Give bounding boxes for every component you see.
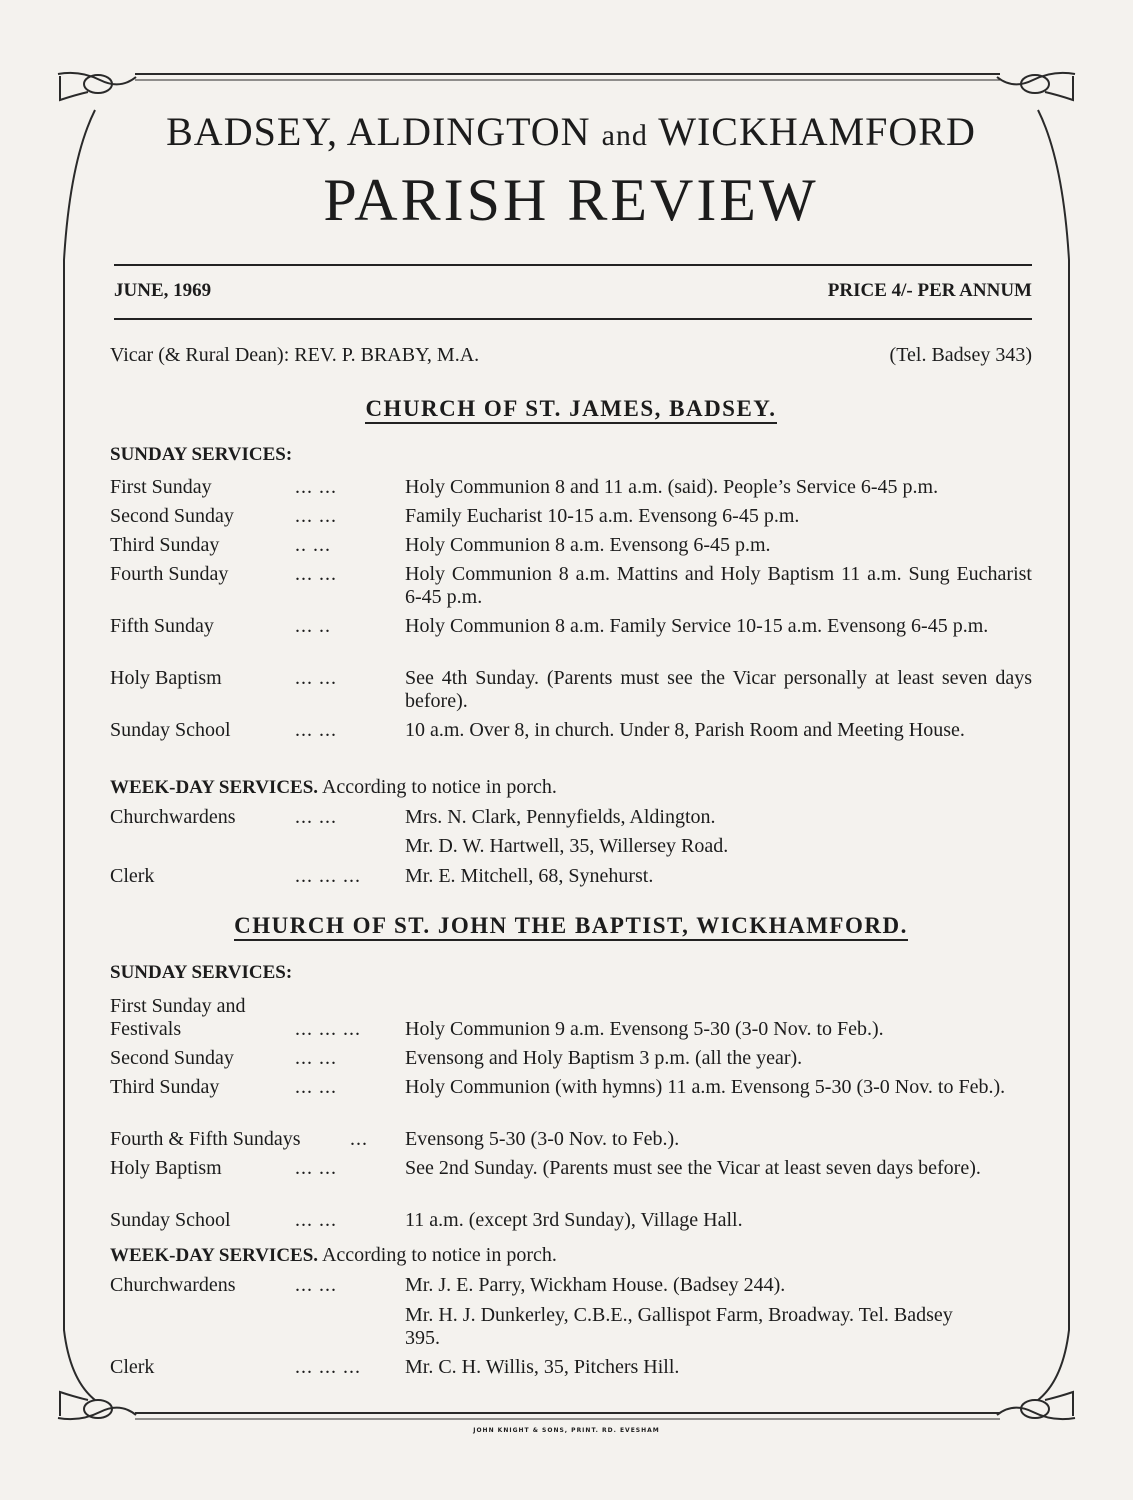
wickhamford-weekday-label: WEEK-DAY SERVICES. [110, 1245, 319, 1266]
divider-bottom [114, 318, 1032, 320]
dateline [114, 280, 1032, 302]
vicar-line [110, 344, 1032, 367]
issue-date: JUNE, 1969 [114, 280, 212, 301]
badsey-weekday-line [110, 776, 557, 799]
badsey-weekday-label: WEEK-DAY SERVICES. [110, 777, 319, 798]
first-sunday-label-line1: First Sunday and [110, 995, 246, 1017]
badsey-sunday-label: SUNDAY SERVICES: [110, 444, 293, 465]
masthead-parishes-left: BADSEY, ALDINGTON [166, 109, 591, 154]
corner-ornament-br [997, 1392, 1075, 1419]
price: PRICE 4/- PER ANNUM [827, 280, 1032, 301]
masthead-title: PARISH REVIEW [323, 167, 819, 233]
badsey-heading: CHURCH OF ST. JAMES, BADSEY. [110, 396, 1032, 422]
printer-imprint: JOHN KNIGHT & SONS, PRINT. RD. EVESHAM [473, 1427, 660, 1434]
masthead-parishes [110, 108, 1032, 155]
corner-ornament-tr [997, 73, 1075, 100]
wickhamford-weekday-text: According to notice in porch. [321, 1244, 557, 1266]
corner-ornament-bl [58, 1392, 136, 1419]
corner-ornament-tl [58, 73, 136, 100]
badsey-weekday-text: According to notice in porch. [321, 776, 557, 798]
divider-top [114, 264, 1032, 266]
wickhamford-heading: CHURCH OF ST. JOHN THE BAPTIST, WICKHAMFORD. [110, 913, 1032, 939]
masthead-and: and [601, 119, 648, 152]
wickhamford-weekday-line [110, 1244, 557, 1267]
vicar-tel: (Tel. Badsey 343) [889, 344, 1032, 366]
wickhamford-sunday-label: SUNDAY SERVICES: [110, 962, 293, 983]
masthead-parishes-right: WICKHAMFORD [658, 109, 976, 154]
vicar-name: Vicar (& Rural Dean): REV. P. BRABY, M.A. [110, 344, 480, 366]
